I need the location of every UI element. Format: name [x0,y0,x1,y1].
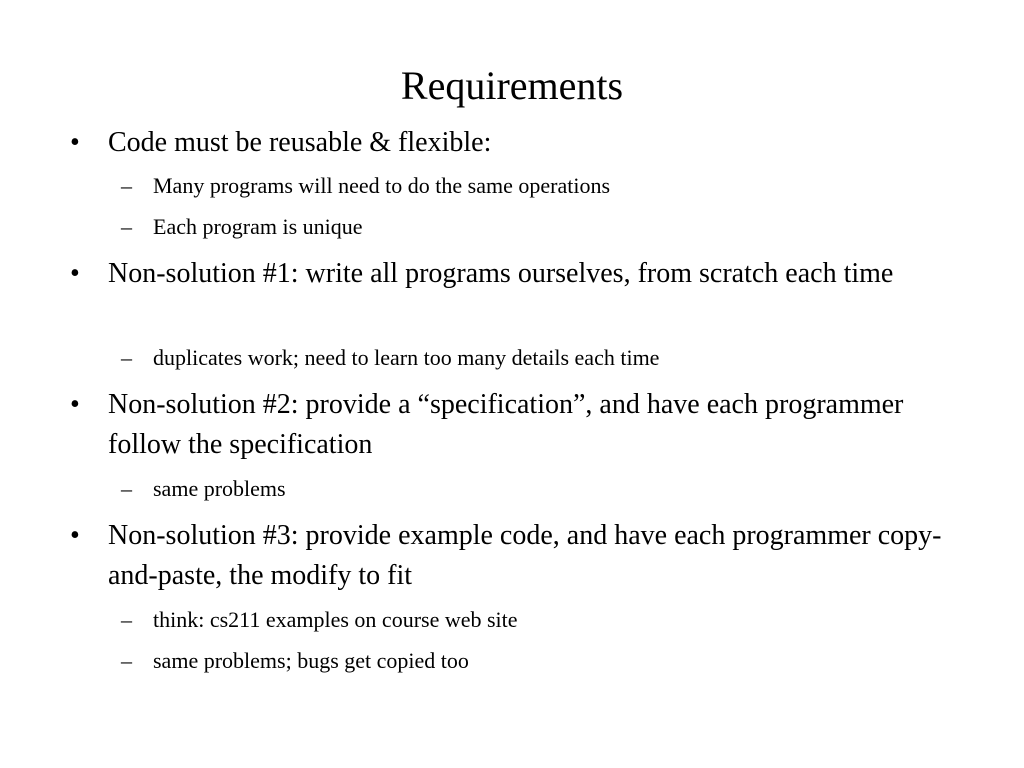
sub-bullet-marker: – [121,345,132,370]
sub-bullet-marker: – [121,476,132,501]
bullet-marker: • [70,520,80,551]
bullet-item [70,385,948,465]
sub-bullet-item [121,474,953,504]
bullet-text: Non-solution #3: provide example code, and have each programmer copy-and-paste, the modify to fit [108,520,942,591]
sub-bullet-text: Each program is unique [153,214,363,239]
bullet-text: Code must be reusable & flexible: [108,127,492,158]
sub-bullet-item [121,605,953,635]
sub-bullet-marker: – [121,648,132,673]
sub-bullet-item [121,212,953,242]
slide-title: Requirements [400,63,624,108]
sub-bullet-item [121,646,953,676]
sub-bullet-text: duplicates work; need to learn too many details each time [153,345,660,370]
bullet-marker: • [70,127,80,158]
sub-bullet-text: same problems; bugs get copied too [153,648,469,673]
sub-bullet-marker: – [121,607,132,632]
bullet-marker: • [70,258,80,289]
bullet-text: Non-solution #2: provide a “specification”, and have each programmer follow the specification [108,389,904,460]
sub-bullet-item [121,171,953,201]
bullet-item [70,516,948,596]
sub-bullet-text: Many programs will need to do the same operations [153,173,611,198]
bullet-marker: • [70,389,80,420]
sub-bullet-marker: – [121,173,132,198]
sub-bullet-item [121,343,953,373]
sub-bullet-marker: – [121,214,132,239]
sub-bullet-text: think: cs211 examples on course web site [153,607,518,632]
bullet-item [70,254,948,294]
bullet-text: Non-solution #1: write all programs ourselves, from scratch each time [108,258,894,289]
bullet-item [70,123,948,163]
sub-bullet-text: same problems [153,476,286,501]
